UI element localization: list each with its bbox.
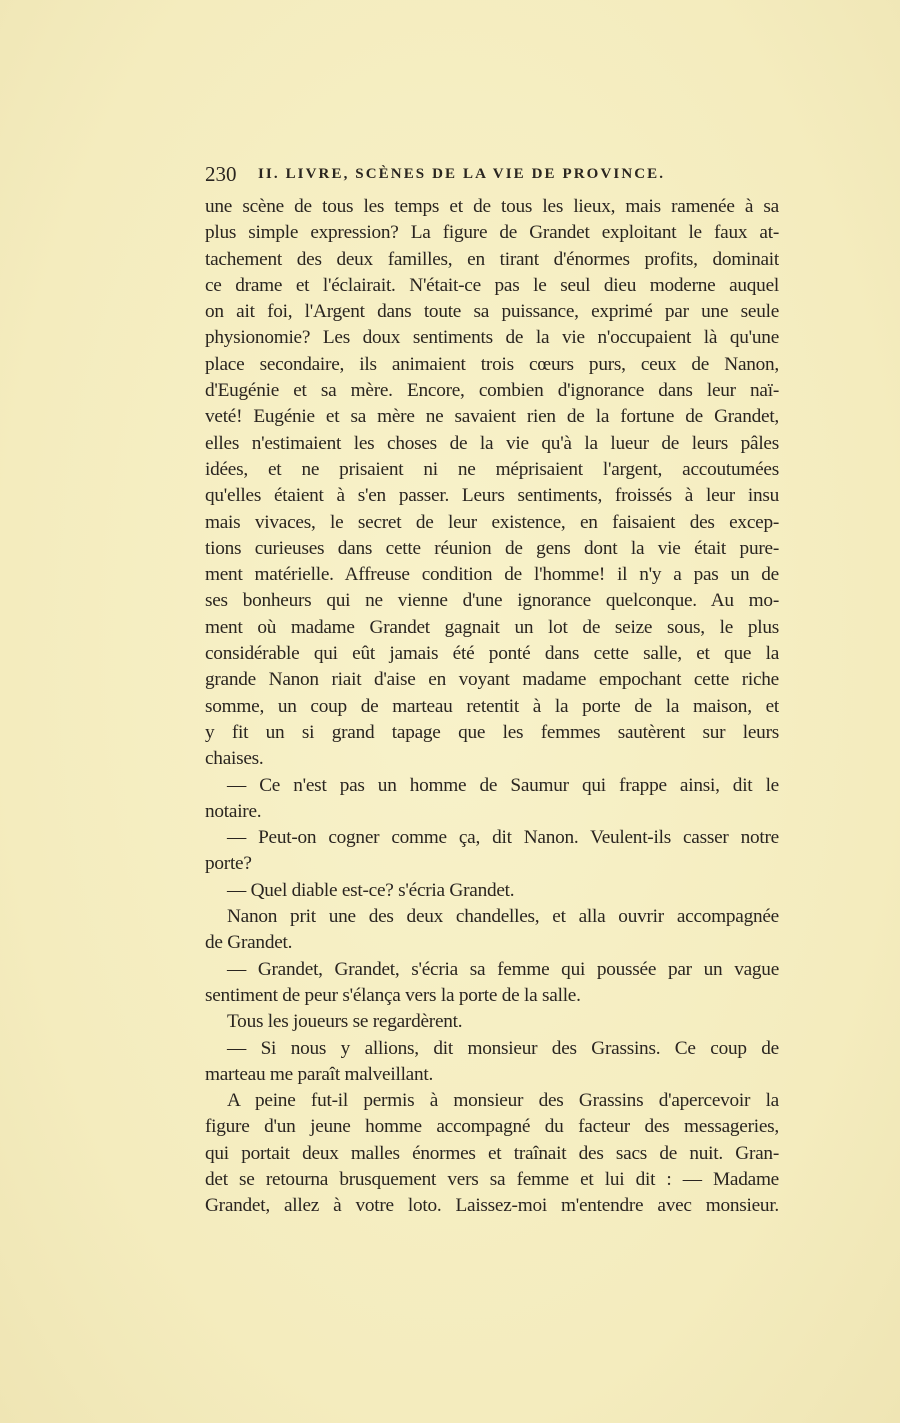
- text-line: figure d'un jeune homme accompagné du facteur des messageries,: [205, 1116, 779, 1138]
- text-line: sentiment de peur s'élança vers la porte de la salle.: [205, 984, 581, 1006]
- page-body-text: [205, 194, 779, 1220]
- text-line: veté! Eugénie et sa mère ne savaient rien de la fortune de Grandet,: [205, 406, 779, 428]
- text-line: on ait foi, l'Argent dans toute sa puissance, exprimé par une seule: [205, 301, 779, 323]
- text-line: — Grandet, Grandet, s'écria sa femme qui poussée par un vague: [227, 958, 779, 980]
- text-line: elles n'estimaient les choses de la vie qu'à la lueur de leurs pâles: [205, 432, 779, 454]
- text-line: d'Eugénie et sa mère. Encore, combien d'ignorance dans leur naï-: [205, 380, 779, 402]
- text-line: mais vivaces, le secret de leur existence, en faisaient des excep-: [205, 511, 779, 533]
- text-line: grande Nanon riait d'aise en voyant madame empochant cette riche: [205, 669, 779, 691]
- text-line: notaire.: [205, 800, 262, 822]
- text-line: considérable qui eût jamais été ponté dans cette salle, et que la: [205, 643, 779, 665]
- text-line: — Si nous y allions, dit monsieur des Grassins. Ce coup de: [227, 1037, 779, 1059]
- text-line: y fit un si grand tapage que les femmes sautèrent sur leurs: [205, 721, 779, 743]
- text-line: plus simple expression? La figure de Grandet exploitant le faux at-: [205, 222, 779, 244]
- text-line: ment où madame Grandet gagnait un lot de seize sous, le plus: [205, 616, 779, 638]
- running-title: II. LIVRE, SCÈNES DE LA VIE DE PROVINCE.: [258, 166, 666, 182]
- text-line: qui portait deux malles énormes et traînait des sacs de nuit. Gran-: [205, 1142, 779, 1164]
- text-line: ce drame et l'éclairait. N'était-ce pas le seul dieu moderne auquel: [205, 274, 779, 296]
- text-line: ses bonheurs qui ne vienne d'une ignorance quelconque. Au mo-: [205, 590, 779, 612]
- text-line: chaises.: [205, 748, 264, 770]
- text-line: Grandet, allez à votre loto. Laissez-moi m'entendre avec monsieur.: [205, 1195, 779, 1217]
- text-line: det se retourna brusquement vers sa femme et lui dit : — Madame: [205, 1168, 779, 1190]
- text-line: tachement des deux familles, en tirant d'énormes profits, dominait: [205, 248, 779, 270]
- text-line: une scène de tous les temps et de tous les lieux, mais ramenée à sa: [205, 196, 779, 217]
- text-line: qu'elles étaient à s'en passer. Leurs sentiments, froissés à leur insu: [205, 485, 779, 507]
- text-line: tions curieuses dans cette réunion de gens dont la vie était pure-: [205, 537, 779, 559]
- text-line: marteau me paraît malveillant.: [205, 1063, 434, 1085]
- text-line: de Grandet.: [205, 932, 293, 954]
- text-line: Nanon prit une des deux chandelles, et alla ouvrir accompagnée: [227, 906, 779, 928]
- page-number: 230: [205, 162, 237, 186]
- text-line: physionomie? Les doux sentiments de la vie n'occupaient là qu'une: [205, 327, 779, 349]
- text-line: idées, et ne prisaient ni ne méprisaient l'argent, accoutumées: [205, 458, 779, 480]
- text-line: — Peut-on cogner comme ça, dit Nanon. Veulent-ils casser notre: [227, 827, 779, 849]
- text-line: — Ce n'est pas un homme de Saumur qui frappe ainsi, dit le: [227, 774, 779, 796]
- text-line: place secondaire, ils animaient trois cœurs purs, ceux de Nanon,: [205, 353, 779, 375]
- text-line: ment matérielle. Affreuse condition de l'homme! il n'y a pas un de: [205, 564, 779, 586]
- text-line: Tous les joueurs se regardèrent.: [227, 1011, 463, 1033]
- text-line: A peine fut-il permis à monsieur des Grassins d'apercevoir la: [227, 1090, 779, 1112]
- text-line: — Quel diable est-ce? s'écria Grandet.: [227, 879, 515, 901]
- text-line: somme, un coup de marteau retentit à la porte de la maison, et: [205, 695, 779, 717]
- text-line: porte?: [205, 853, 252, 875]
- running-header: [205, 160, 780, 190]
